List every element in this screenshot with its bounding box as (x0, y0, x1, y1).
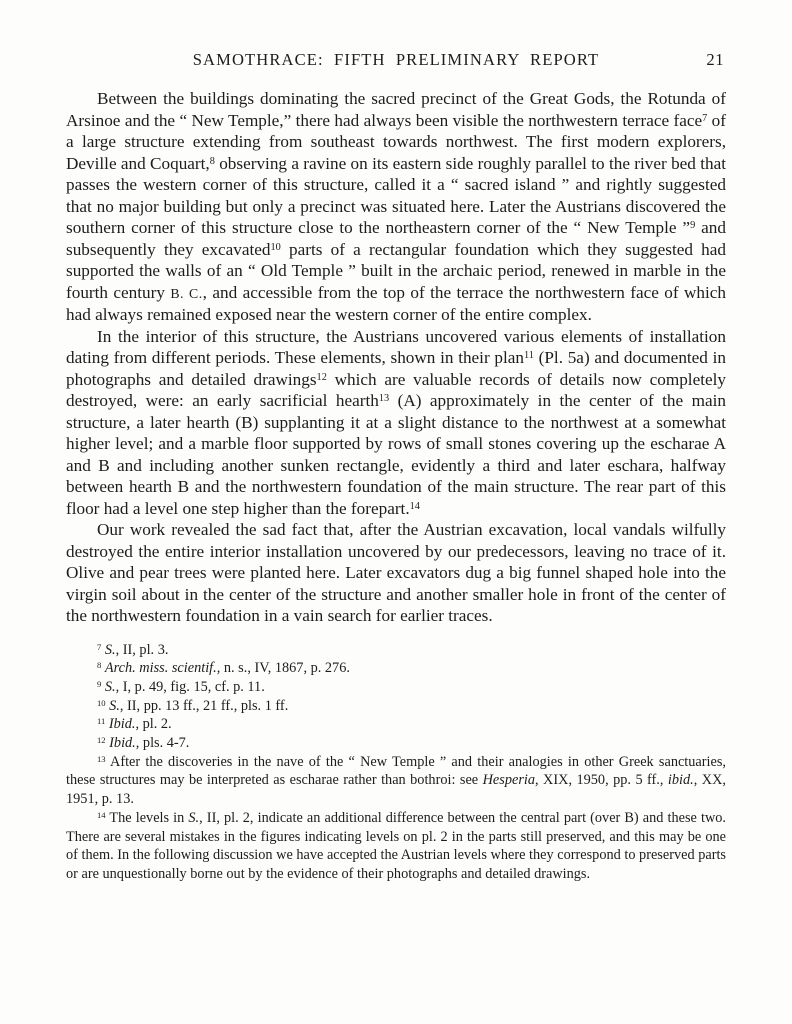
footnote-marker: 9 (97, 679, 102, 690)
text-segment: 7 (702, 112, 708, 124)
text-segment: Arch. miss. scientif. (104, 660, 217, 677)
text-segment: 11 (524, 350, 534, 362)
text-segment: After the discoveries in the nave of the “ New Temple ” and their analogies in other Greek sanctuaries, these structures may be interpreted as escharae rather than bothroi: see (66, 753, 726, 789)
footnote (66, 734, 726, 753)
text-segment: and subsequently they excavated (66, 218, 726, 259)
text-segment: S. (109, 697, 120, 714)
footnote (66, 641, 726, 660)
text-segment: ibid. (667, 772, 694, 789)
text-segment: Hesperia (482, 772, 536, 789)
text-segment: 13 (378, 393, 390, 405)
text-segment: 12 (316, 371, 327, 383)
text-segment: , XIX, 1950, pp. 5 ff., (535, 772, 668, 789)
text-segment: observing a ravine on its eastern side roughly parallel to the river bed that passes the western corner of this structure, called it a “ sacred island ” and rightly suggested that no major building but only a precinct was situated here. Later the Austrians discovered the southern corner of this structure close to the northeastern corner of the “ New Temple ” (66, 153, 726, 237)
text-segment: , II, pp. 13 ff., 21 ff., pls. 1 ff. (119, 697, 289, 714)
text-segment: 9 (690, 220, 696, 232)
text-segment: The levels in (109, 809, 189, 826)
text-segment: S. (104, 641, 116, 658)
text-segment: parts of a rectangular foundation which they suggested had supported the walls of an “ Old Temple ” built in the archaic period, renewed in marble in the fourth century (66, 239, 726, 302)
text-segment: , II, pl. 2, indicate an additional difference between the central part (over B) and these two. There are several mistakes in the figures indicating levels on pl. 2 in the parts still preserved, and this may be one of them. In the following discussion we have accepted the Austrian levels where they correspond to preserved parts or are unquestionally borne out by the evidence of their photographs and detailed drawings. (66, 809, 726, 882)
text-segment: , pl. 2. (135, 716, 172, 733)
text-segment: , and accessible from the top of the terrace the northwestern face of which had always remained exposed near the western corner of the entire complex. (66, 282, 727, 324)
footnote (66, 659, 726, 678)
text-segment: Between the buildings dominating the sacred precinct of the Great Gods, the Rotunda of Arsinoe and the “ New Temple,” there had always been visible the northwestern terrace face (66, 89, 726, 130)
text-segment: Ibid. (109, 735, 136, 752)
running-head (66, 50, 726, 72)
text-segment: of a large structure extending from southeast towards northwest. The first modern explorers, Deville and Coquart, (66, 110, 726, 173)
text-segment: , n. s., IV, 1867, p. 276. (216, 660, 350, 677)
text-segment: (A) approximately in the center of the main structure, a later hearth (B) supplanting it at a slight distance to the northwest at a somewhat higher level; and a marble floor supported by rows of small stones covering up the escharae A and B and including another sunken rectangle, evidently a third and later eschara, halfway between hearth B and the northwestern foundation of the main structure. The rear part of this floor had a level one step higher than the forepart. (66, 391, 726, 518)
footnote-marker: 11 (97, 716, 106, 727)
text-segment: (Pl. 5a) and documented in photographs and detailed drawings (66, 348, 726, 389)
footnote (66, 809, 726, 884)
paragraph (66, 519, 726, 627)
footnote-marker: 14 (97, 809, 106, 820)
page-title: SAMOTHRACE: FIFTH PRELIMINARY REPORT (192, 50, 600, 69)
body-text (66, 88, 726, 627)
footnote-marker: 8 (97, 660, 102, 671)
text-segment: , II, pl. 3. (115, 641, 169, 658)
text-segment: , I, p. 49, fig. 15, cf. p. 11. (115, 678, 265, 695)
text-segment: 8 (209, 155, 215, 167)
footnote-marker: 12 (97, 735, 106, 746)
paragraph (66, 326, 726, 520)
text-segment: Our work revealed the sad fact that, after the Austrian excavation, local vandals wilfully destroyed the entire interior installation uncovered by our predecessors, leaving no trace of it. Olive and pear trees were planted here. Later excavators dug a big funnel shaped hole into the virgin soil about in the center of the structure and another smaller hole in front of the center of the northwestern foundation in a vain search for earlier traces. (66, 520, 726, 625)
footnote (66, 753, 726, 809)
text-segment: S. (104, 678, 116, 695)
text-segment: 14 (409, 500, 420, 512)
text-segment: In the interior of this structure, the Austrians uncovered various elements of installation dating from different periods. These elements, shown in their plan (66, 326, 726, 367)
footnote (66, 697, 726, 716)
paragraph (66, 88, 726, 326)
text-segment: 10 (270, 241, 281, 253)
footnote (66, 715, 726, 734)
text-block (66, 50, 726, 884)
text-segment: which are valuable records of details now completely destroyed, were: an early sacrificial hearth (66, 369, 726, 410)
text-segment: , XX, 1951, p. 13. (66, 772, 727, 808)
footnote-marker: 7 (97, 641, 102, 652)
text-segment: B. C. (170, 285, 203, 301)
text-segment: , pls. 4-7. (135, 735, 190, 752)
text-segment: S. (188, 809, 200, 826)
page-number: 21 (706, 50, 724, 69)
footnote (66, 678, 726, 697)
footnote-marker: 10 (97, 697, 106, 708)
footnotes-section (66, 641, 726, 884)
text-segment: Ibid. (108, 716, 136, 733)
footnote-marker: 13 (97, 753, 106, 764)
